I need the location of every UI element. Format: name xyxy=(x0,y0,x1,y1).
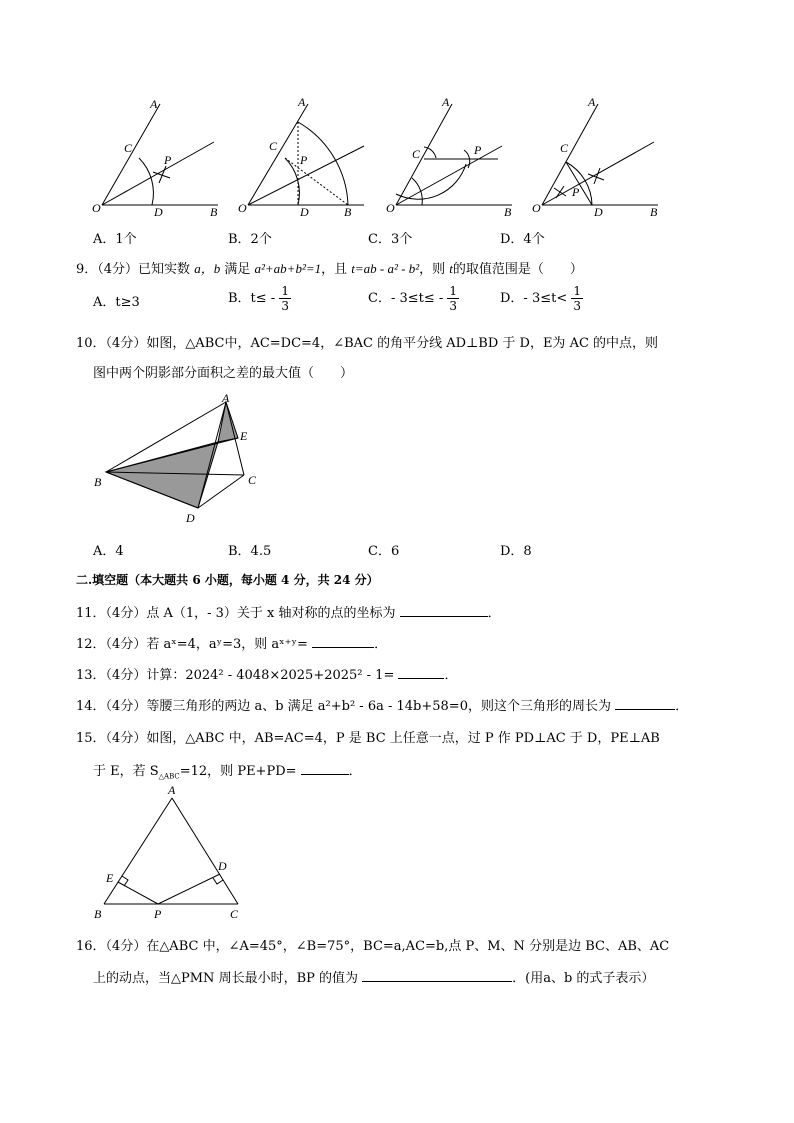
q9-stem: 9．（4分）已知实数 a，b 满足 a²+ab+b²=1，且 t=ab - a² - b²，则 t的取值范围是（ ） xyxy=(76,261,583,277)
label-d: D xyxy=(186,511,195,525)
label-c: C xyxy=(412,147,421,161)
answer-blank[interactable] xyxy=(615,709,675,710)
q8-option-c: C．3个 xyxy=(368,232,413,247)
fraction: $\frac{1}{3}$ xyxy=(449,284,458,313)
label-e: E xyxy=(240,429,248,443)
q10-option-a: A．4 xyxy=(93,544,124,559)
q8-figure-4 xyxy=(530,92,670,217)
label-b: B xyxy=(94,475,102,489)
q9-option-a: A．t≥3 xyxy=(93,295,140,310)
q15-line1: 15．（4分）如图，△ABC 中，AB=AC=4，P 是 BC 上任意一点，过 P 作 PD⊥AC 于 D，PE⊥AB xyxy=(76,731,660,746)
q16-line2: 上的动点，当△PMN 周长最小时，BP 的值为 ．(用a、b 的式子表示） xyxy=(93,971,655,986)
q10-option-c: C．6 xyxy=(368,544,400,559)
q11: 11．（4分）点 A（1，- 3）关于 x 轴对称的点的坐标为 ． xyxy=(76,606,501,621)
label-a: A xyxy=(168,783,176,797)
label-b: B xyxy=(344,205,352,217)
label-p: P xyxy=(164,153,172,167)
q8-figure-1 xyxy=(90,92,230,217)
label-d: D xyxy=(154,205,163,217)
label-c: C xyxy=(124,141,133,155)
label-e: E xyxy=(106,871,114,885)
label-c: C xyxy=(230,907,239,920)
q8-option-a: A．1个 xyxy=(93,232,137,247)
q10-line1: 10．（4分）如图，△ABC中，AC=DC=4，∠BAC 的角平分线 AD⊥BD 于 D，E为 AC 的中点，则 xyxy=(76,336,659,351)
q14: 14．（4分）等腰三角形的两边 a、b 满足 a²+b² - 6a - 14b+58=0，则这个三角形的周长为 ． xyxy=(76,699,689,714)
label-p: P xyxy=(300,153,308,167)
label-c: C xyxy=(269,139,278,153)
q9-option-b: B．t≤ - $\frac{1}{3}$ xyxy=(228,284,289,313)
label-d: D xyxy=(594,205,603,217)
label-b: B xyxy=(650,205,658,217)
label-d: D xyxy=(300,205,309,217)
q9-option-c: C．- 3≤t≤ - $\frac{1}{3}$ xyxy=(368,284,458,313)
answer-blank[interactable] xyxy=(301,774,349,775)
answer-blank[interactable] xyxy=(312,647,374,648)
label-a: A xyxy=(442,95,450,109)
label-d: D xyxy=(218,859,227,873)
q10-figure xyxy=(90,390,270,530)
label-c: C xyxy=(248,473,257,487)
q10-line2: 图中两个阴影部分面积之差的最大值（ ） xyxy=(93,366,354,381)
label-a: A xyxy=(298,95,306,109)
label-a: A xyxy=(150,97,158,111)
q8-option-d: D．4个 xyxy=(500,232,545,247)
q8-option-b: B．2个 xyxy=(228,232,272,247)
label-o: O xyxy=(386,201,395,215)
label-p: P xyxy=(154,907,162,920)
answer-blank[interactable] xyxy=(400,616,488,617)
label-p: P xyxy=(572,185,580,199)
q13: 13．（4分）计算：2024² - 4048×2025+2025² - 1= ． xyxy=(76,668,458,683)
q16-line1: 16．（4分）在△ABC 中，∠A=45°，∠B=75°，BC=a,AC=b,点 P、M、N 分别是边 BC、AB、AC xyxy=(76,939,670,954)
label-a: A xyxy=(222,391,230,405)
label-p: P xyxy=(474,143,482,157)
q9-option-d: D．- 3≤t< $\frac{1}{3}$ xyxy=(500,284,582,313)
q8-figure-3 xyxy=(384,92,524,217)
fraction: $\frac{1}{3}$ xyxy=(281,284,289,313)
label-a: A xyxy=(588,95,596,109)
q12: 12．（4分）若 aˣ=4，aʸ=3，则 aˣ⁺ʸ= ． xyxy=(76,637,388,652)
q15-figure xyxy=(88,780,258,920)
q10-option-d: D．8 xyxy=(500,544,532,559)
label-o: O xyxy=(238,201,247,215)
label-c: C xyxy=(560,141,569,155)
answer-blank[interactable] xyxy=(362,981,512,982)
section-heading: 二.填空题（本大题共 6 小题，每小题 4 分，共 24 分） xyxy=(76,573,379,587)
fraction: $\frac{1}{3}$ xyxy=(573,284,582,313)
answer-blank[interactable] xyxy=(398,678,444,679)
q15-line2: 于 E，若 $S_{\triangle ABC}=12$，则 PE+PD= ． xyxy=(93,764,362,781)
label-b: B xyxy=(504,205,512,217)
q8-figure-2 xyxy=(236,92,376,217)
label-b: B xyxy=(94,907,102,920)
label-o: O xyxy=(532,201,541,215)
label-b: B xyxy=(210,205,218,217)
q10-option-b: B．4.5 xyxy=(228,544,272,559)
label-o: O xyxy=(92,201,101,215)
